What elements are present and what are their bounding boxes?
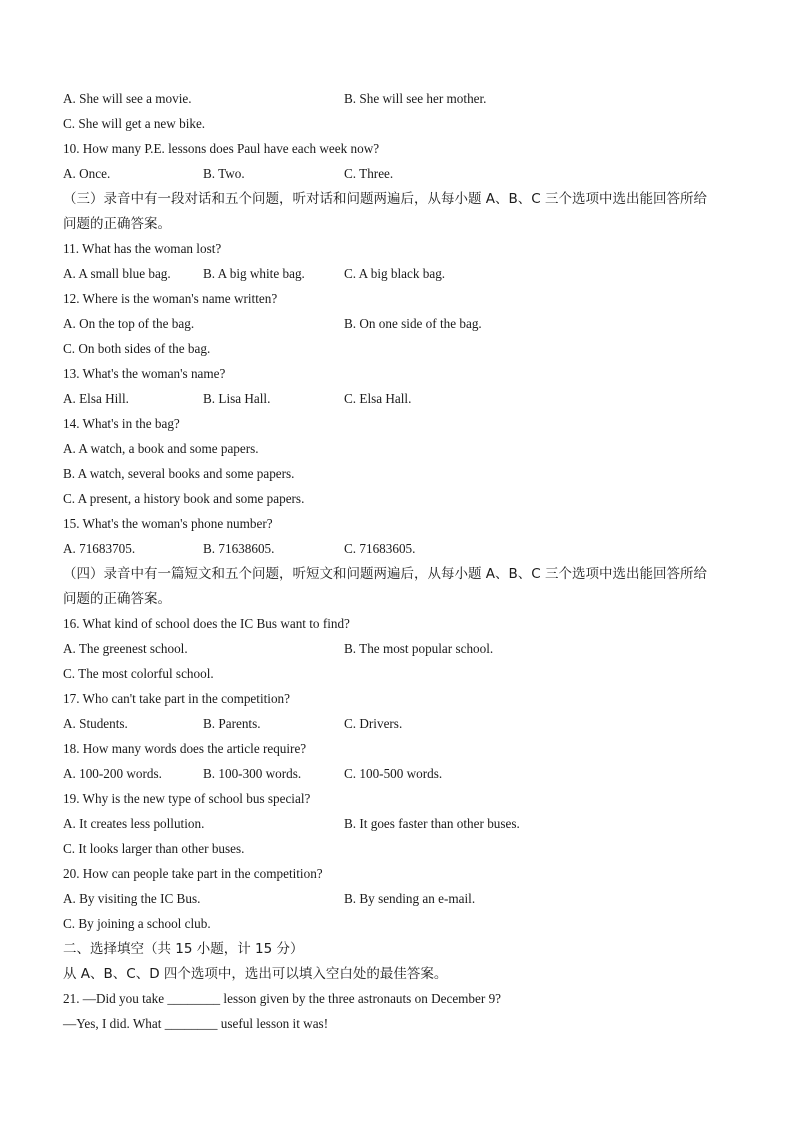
answer-option: A. The greenest school. — [63, 641, 188, 656]
exam-page-body — [63, 89, 743, 1039]
question-line: 16. What kind of school does the IC Bus want to find? — [63, 616, 350, 631]
question-line: 18. How many words does the article require? — [63, 741, 307, 756]
option-row — [63, 314, 743, 339]
option-row — [63, 264, 743, 289]
question-line: B. A watch, several books and some papers. — [63, 466, 295, 481]
answer-option: B. Parents. — [203, 716, 261, 731]
question-line: 11. What has the woman lost? — [63, 241, 222, 256]
answer-option: C. Drivers. — [344, 716, 403, 731]
answer-option: A. Once. — [63, 166, 111, 181]
answer-option: A. It creates less pollution. — [63, 816, 205, 831]
section-instruction: 问题的正确答案。 — [63, 591, 171, 607]
answer-option: C. 71683605. — [344, 541, 416, 556]
answer-option: B. On one side of the bag. — [344, 316, 482, 331]
option-row — [63, 889, 743, 914]
option-row — [63, 389, 743, 414]
answer-option: B. She will see her mother. — [344, 91, 487, 106]
answer-option: B. By sending an e-mail. — [344, 891, 476, 906]
question-line: 12. Where is the woman's name written? — [63, 291, 278, 306]
question-line: 14. What's in the bag? — [63, 416, 180, 431]
answer-option: A. By visiting the IC Bus. — [63, 891, 201, 906]
section-instruction: 二、选择填空（共 15 小题，计 15 分） — [63, 941, 304, 957]
answer-option: A. 100-200 words. — [63, 766, 162, 781]
answer-option: B. Two. — [203, 166, 245, 181]
answer-option: A. On the top of the bag. — [63, 316, 195, 331]
question-line: C. She will get a new bike. — [63, 116, 206, 131]
answer-option: B. The most popular school. — [344, 641, 494, 656]
question-line: 19. Why is the new type of school bus special? — [63, 791, 311, 806]
option-row — [63, 639, 743, 664]
answer-option: A. A small blue bag. — [63, 266, 171, 281]
option-row — [63, 764, 743, 789]
option-row — [63, 89, 743, 114]
question-line: 21. —Did you take ________ lesson given by the three astronauts on December 9? — [63, 991, 502, 1006]
answer-option: B. 100-300 words. — [203, 766, 302, 781]
answer-option: C. A big black bag. — [344, 266, 446, 281]
question-line: 15. What's the woman's phone number? — [63, 516, 273, 531]
option-row — [63, 714, 743, 739]
section-instruction: 问题的正确答案。 — [63, 216, 171, 232]
answer-option: A. Students. — [63, 716, 128, 731]
question-line: C. By joining a school club. — [63, 916, 211, 931]
question-line: —Yes, I did. What ________ useful lesson it was! — [63, 1016, 329, 1031]
answer-option: A. 71683705. — [63, 541, 136, 556]
question-line: 20. How can people take part in the competition? — [63, 866, 323, 881]
question-line: 17. Who can't take part in the competition? — [63, 691, 290, 706]
answer-option: B. A big white bag. — [203, 266, 305, 281]
answer-option: B. 71638605. — [203, 541, 275, 556]
question-line: C. On both sides of the bag. — [63, 341, 211, 356]
question-line: C. A present, a history book and some papers. — [63, 491, 305, 506]
answer-option: A. She will see a movie. — [63, 91, 192, 106]
question-line: A. A watch, a book and some papers. — [63, 441, 259, 456]
question-line: C. The most colorful school. — [63, 666, 214, 681]
question-line: 13. What's the woman's name? — [63, 366, 226, 381]
section-instruction: 从 A、B、C、D 四个选项中，选出可以填入空白处的最佳答案。 — [63, 966, 448, 982]
question-line: C. It looks larger than other buses. — [63, 841, 245, 856]
section-instruction: （三）录音中有一段对话和五个问题，听对话和问题两遍后，从每小题 A、B、C 三个选项中选出能回答所给 — [63, 191, 708, 207]
answer-option: C. 100-500 words. — [344, 766, 443, 781]
question-line: 10. How many P.E. lessons does Paul have each week now? — [63, 141, 380, 156]
answer-option: B. It goes faster than other buses. — [344, 816, 520, 831]
option-row — [63, 814, 743, 839]
answer-option: C. Three. — [344, 166, 394, 181]
option-row — [63, 539, 743, 564]
answer-option: A. Elsa Hill. — [63, 391, 129, 406]
answer-option: C. Elsa Hall. — [344, 391, 412, 406]
option-row — [63, 164, 743, 189]
answer-option: B. Lisa Hall. — [203, 391, 271, 406]
section-instruction: （四）录音中有一篇短文和五个问题，听短文和问题两遍后，从每小题 A、B、C 三个选项中选出能回答所给 — [63, 566, 708, 582]
